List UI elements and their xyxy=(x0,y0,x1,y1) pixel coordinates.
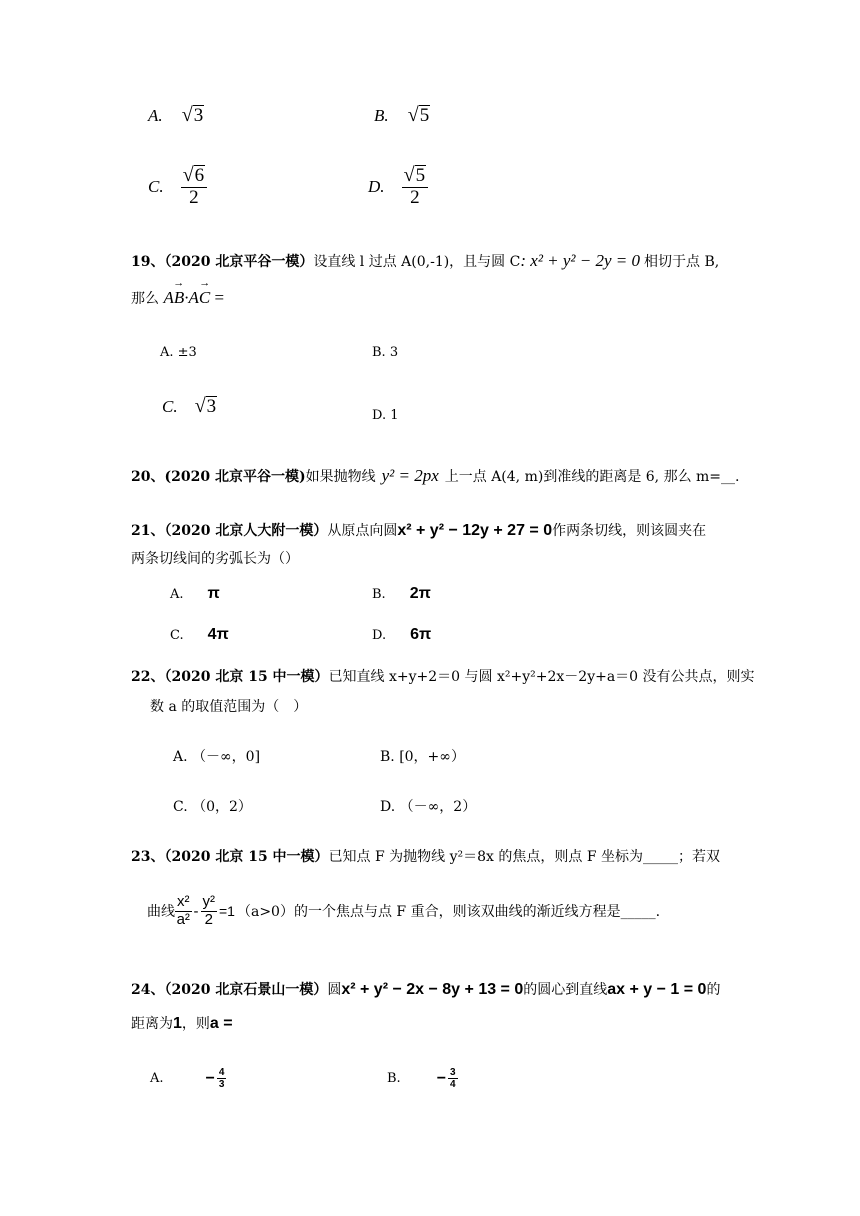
q24-stem-line1: 24、（2020 北京石景山一模）圆x² + y² − 2x − 8y + 13 = 0的圆心到直线ax + y − 1 = 0的 xyxy=(131,981,721,998)
q21-option-d: D. 6π xyxy=(372,626,432,643)
q20-stem: 20、(2020 北京平谷一模)如果抛物线 y² = 2px 上一点 A(4, m)到准线的距离是 6, 那么 m=__. xyxy=(131,466,740,485)
option-label: C. xyxy=(162,397,178,416)
q23-stem-line1: 23、（2020 北京 15 中一模）已知点 F 为抛物线 y²＝8x 的焦点，则点 F 坐标为_____；若双 xyxy=(131,849,721,865)
q22-option-d: D. （－∞，2） xyxy=(380,799,477,815)
option-label: A. xyxy=(170,587,184,602)
fraction: √ 6 2 xyxy=(181,165,207,209)
question-number: 19、 xyxy=(131,254,165,270)
question-number: 22、 xyxy=(131,669,165,685)
option-label: A. xyxy=(148,106,163,125)
option-label: A. xyxy=(150,1071,164,1086)
sqrt-expression: √ 3 xyxy=(181,104,204,126)
math-equation: : x² + y² − 2y = 0 xyxy=(520,251,641,270)
option-label: D. xyxy=(372,628,387,643)
question-number: 24、 xyxy=(131,982,165,998)
fraction: $\frac{\text{x²}}{\text{a²}}$ xyxy=(176,893,190,928)
option-label: C. xyxy=(170,628,184,643)
q18-option-c xyxy=(148,165,207,209)
q24-option-b: B. − $\frac{3}{4}$ xyxy=(387,1067,456,1090)
fraction: $\frac{\text{y²}}{2}$ xyxy=(202,893,215,928)
math-equation: x² + y² − 2x − 8y + 13 = 0 xyxy=(341,981,524,998)
q19-option-d: D. 1 xyxy=(372,408,399,423)
math-equation: y² = 2px xyxy=(381,466,439,485)
q18-option-a xyxy=(148,105,204,126)
math-equation: x² + y² − 12y + 27 = 0 xyxy=(397,522,553,539)
q22-option-b: B. [0，+∞） xyxy=(380,749,465,765)
q22-option-c: C. （0，2） xyxy=(173,799,252,815)
option-label: B. xyxy=(387,1071,401,1086)
q22-stem-line1: 22、（2020 北京 15 中一模）已知直线 x+y+2＝0 与圆 x²+y²+2x－2y+a＝0 没有公共点，则实 xyxy=(131,669,755,685)
option-label: D. xyxy=(368,176,385,196)
question-source: （2020 北京石景山一模） xyxy=(164,982,328,998)
q19-stem-line2: 那么 AB →·AC → = xyxy=(131,288,224,308)
q19-option-a: A. ±3 xyxy=(160,345,197,360)
q21-option-b: B. 2π xyxy=(372,585,431,602)
option-label: C. xyxy=(148,176,164,196)
question-source: （2020 北京 15 中一模） xyxy=(164,669,329,685)
q19-option-b: B. 3 xyxy=(372,345,399,360)
q22-option-a: A. （－∞，0] xyxy=(173,749,261,765)
q21-stem-line2: 两条切线间的劣弧长为（） xyxy=(131,551,299,567)
q24-option-a: A. − $\frac{4}{3}$ xyxy=(150,1067,225,1090)
fraction: $\frac{3}{4}$ xyxy=(450,1067,456,1090)
q22-stem-line2: 数 a 的取值范围为（ ） xyxy=(150,699,308,715)
q21-option-c: C. 4π xyxy=(170,626,229,643)
q19-stem-line1: 19、（2020 北京平谷一模）设直线 l 过点 A(0,-1)，且与圆 C: x² + y² − 2y = 0 相切于点 B, xyxy=(131,251,720,270)
question-source: （2020 北京平谷一模） xyxy=(164,254,314,270)
question-number: 23、 xyxy=(131,849,165,865)
vector-dot-product: AB →·AC → = xyxy=(163,288,224,307)
sqrt-expression: √ 5 xyxy=(407,104,430,126)
q18-option-d xyxy=(368,165,428,209)
q24-stem-line2: 距离为1，则a = xyxy=(131,1015,233,1032)
fraction: √ 5 2 xyxy=(402,165,428,209)
question-number: 20、 xyxy=(131,469,165,485)
option-label: B. xyxy=(374,106,389,125)
question-source: (2020 北京平谷一模) xyxy=(164,469,306,485)
question-source: （2020 北京人大附一模） xyxy=(164,523,328,539)
question-number: 21、 xyxy=(131,523,165,539)
q21-stem-line1: 21、（2020 北京人大附一模）从原点向圆x² + y² − 12y + 27 = 0作两条切线，则该圆夹在 xyxy=(131,522,707,539)
q18-option-b xyxy=(374,105,430,126)
fraction: $\frac{4}{3}$ xyxy=(218,1067,225,1090)
q23-stem-line2: 曲线 $\frac{\text{x²}}{\text{a²}}$ - $\frac{\text{y²}}{2}$ =1 （a>0）的一个焦点与点 F 重合，则该双曲线的渐近线方程是_____. xyxy=(147,893,661,928)
question-source: （2020 北京 15 中一模） xyxy=(164,849,329,865)
option-label: B. xyxy=(372,587,386,602)
math-equation: ax + y − 1 = 0 xyxy=(607,981,707,998)
sqrt-expression: √ 3 xyxy=(194,395,217,417)
q19-option-c xyxy=(162,396,217,417)
q21-option-a: A. π xyxy=(170,585,220,602)
